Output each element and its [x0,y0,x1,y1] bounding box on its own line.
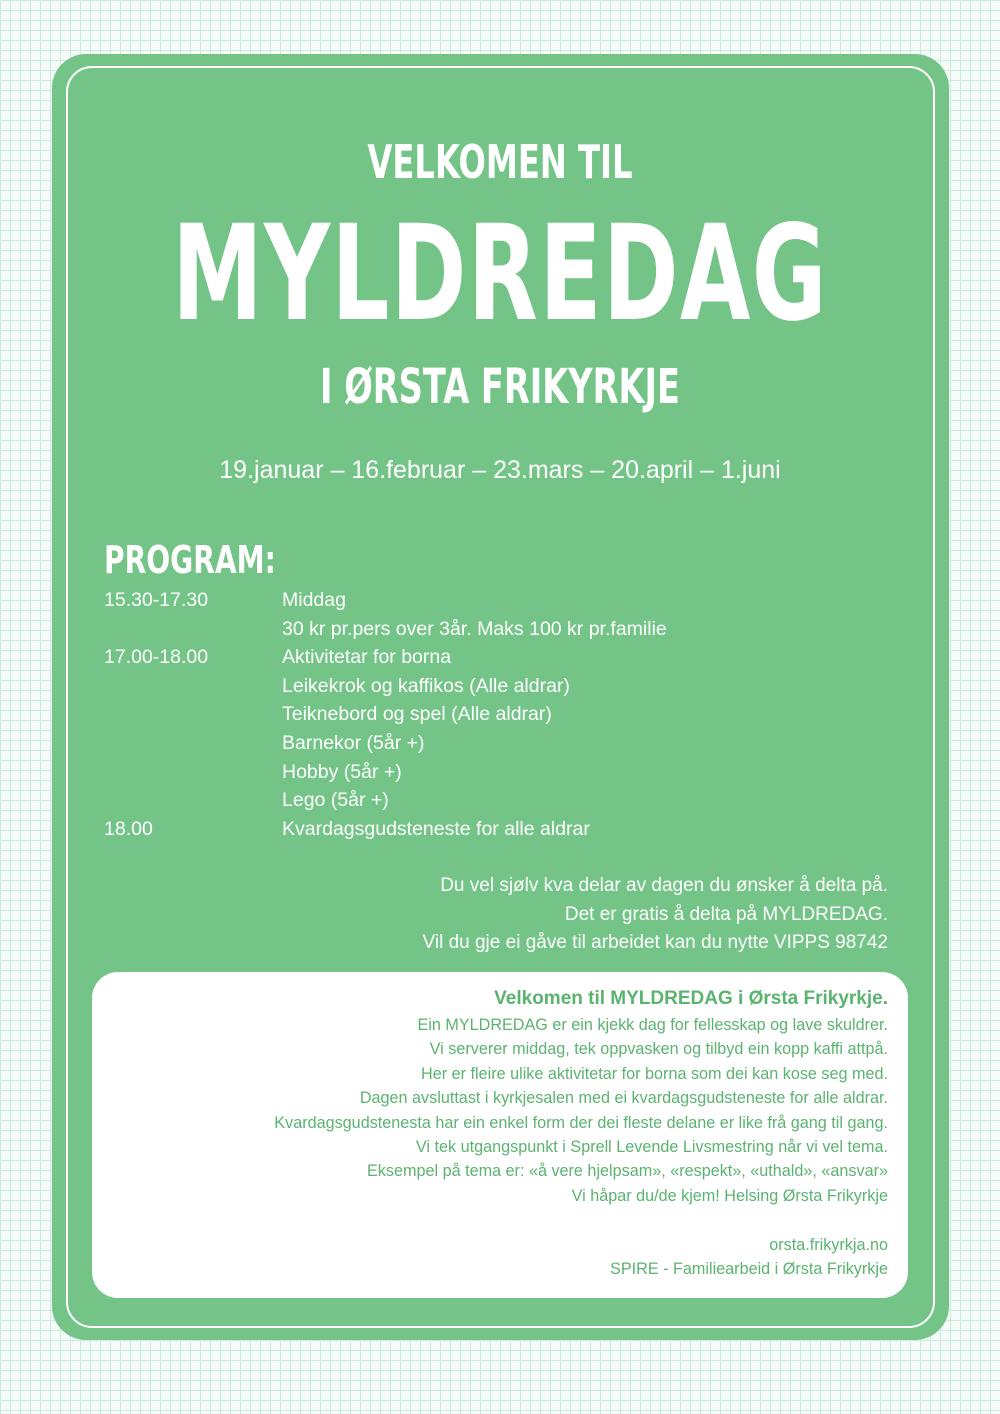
info-line: Vi håpar du/de kjem! Helsing Ørsta Frikyrkje [571,1186,888,1205]
info-text [274,985,888,1281]
program-description: 30 kr pr.pers over 3år. Maks 100 kr pr.familie [282,617,667,640]
program-description: Leikekrok og kaffikos (Alle aldrar) [282,674,570,697]
participation-notes [423,872,888,958]
program-description: Hobby (5år +) [282,760,402,783]
info-line: Vi serverer middag, tek oppvasken og tilbyd ein kopp kaffi attpå. [429,1040,888,1059]
welcome-heading: VELKOMEN TIL [367,135,633,189]
program-description: Lego (5år +) [282,789,389,812]
program-description: Middag [282,589,346,611]
note-line: Vil du gje ei gåve til arbeidet kan du nytte VIPPS 98742 [422,932,888,953]
website-link[interactable]: orsta.frikyrkja.no [769,1235,888,1254]
info-line: Dagen avsluttast i kyrkjesalen med ei kvardagsgudsteneste for alle aldrar. [359,1089,888,1108]
info-line: Ein MYLDREDAG er ein kjekk dag for fellesskap og lave skuldrer. [417,1016,888,1034]
program-description: Barnekor (5år +) [282,731,425,754]
info-box [92,972,908,1298]
info-line: Eksempel på tema er: «å vere hjelpsam», «respekt», «uthald», «ansvar» [367,1162,888,1181]
program-time: 17.00-18.00 [104,646,209,669]
info-line: Her er fleire ulike aktivitetar for borna som dei kan kose seg med. [421,1064,888,1083]
note-line: Du vel sjølv kva delar av dagen du ønsker å delta på. [440,875,888,896]
program-description: Aktivitetar for borna [282,646,452,669]
event-dates: 19.januar – 16.februar – 23.mars – 20.april – 1.juni [219,456,781,484]
note-line: Det er gratis å delta på MYLDREDAG. [564,903,888,925]
program-time: 15.30-17.30 [104,589,209,611]
info-spacer [274,1208,888,1232]
event-title: MYLDREDAG [172,197,828,351]
program-description: Kvardagsgudsteneste for alle aldrar [282,817,590,840]
info-title: Velkomen til MYLDREDAG i Ørsta Frikyrkje. [494,988,888,1009]
location-heading: I ØRSTA FRIKYRKJE [320,359,680,415]
program-description: Teiknebord og spel (Alle aldrar) [282,703,552,726]
info-line: Kvardagsgudstenesta har ein enkel form der dei fleste delane er like frå gang til gang. [274,1113,888,1132]
info-line: Vi tek utgangspunkt i Sprell Levende Livsmestring når vi vel tema. [415,1138,888,1157]
program-time: 18.00 [104,817,153,840]
program-title: PROGRAM: [104,538,276,582]
organization-name: SPIRE - Familiearbeid i Ørsta Frikyrkje [610,1260,888,1279]
